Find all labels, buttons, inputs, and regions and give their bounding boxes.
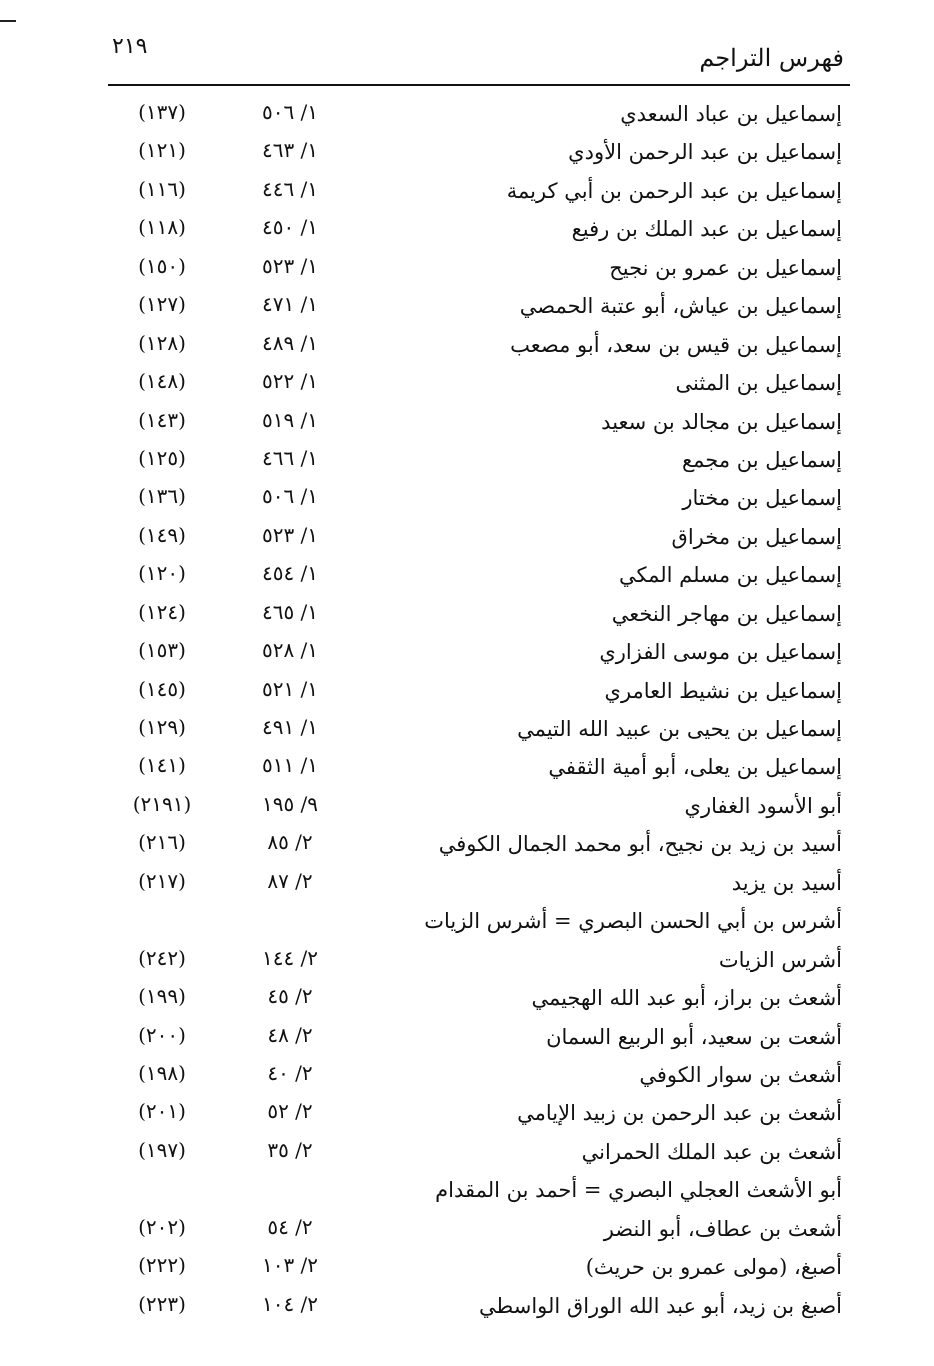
entry-volume-page: ١/ ٤٦٣ [261,138,319,163]
index-entry [0,1138,934,1176]
entry-volume-page: ١/ ٥٠٦ [261,100,319,124]
entry-volume-page: ١/ ٥٢٨ [261,638,319,663]
index-entry [0,1176,934,1214]
index-entry [0,753,934,791]
entry-number: (٢٢٣) [138,1291,186,1316]
entry-name: إسماعيل بن مجالد بن سعيد [601,409,842,434]
entry-number: (١٤٥) [138,676,186,701]
index-entry [0,638,934,676]
entry-name: إسماعيل بن عياش، أبو عتبة الحمصي [519,294,842,319]
index-entry [0,177,934,215]
entry-name: أبو الأشعث العجلي البصري = أحمد بن المقدام [435,1178,842,1203]
entry-volume-page: ١/ ٤٦٥ [261,599,319,624]
index-entry [0,484,934,522]
index-entry [0,408,934,446]
entry-number: (٢٠١) [138,1099,186,1124]
index-entry [0,138,934,176]
entry-volume-page: ١/ ٥٢٣ [261,522,319,547]
entry-volume-page: ٢/ ١٤٤ [261,945,319,970]
entry-volume-page: ١/ ٥٢٢ [261,369,319,394]
entry-number: (١٩٩) [138,984,186,1009]
entry-name: أسيد بن يزيد [731,870,842,895]
entry-volume-page: ٢/ ٤٠ [267,1060,313,1085]
entry-volume-page: ١/ ٤٩١ [261,715,319,739]
entry-number: (١٩٧) [138,1137,186,1162]
entry-name: إسماعيل بن عباد السعدي [620,102,842,126]
entry-volume-page: ٢/ ٨٧ [267,868,313,893]
entry-volume-page: ١/ ٥١١ [261,753,319,778]
entry-number: (١٣٧) [138,100,186,124]
entry-volume-page: ١/ ٤٨٩ [261,330,319,355]
entry-number: (١٩٨) [138,1060,186,1085]
entry-name: أشعت بن سعيد، أبو الربيع السمان [546,1024,842,1049]
entry-number: (١٢٧) [138,292,186,317]
index-entries [0,100,934,1330]
entry-volume-page: ٢/ ٣٥ [267,1137,313,1162]
index-entry [0,446,934,484]
entry-name: إسماعيل بن نشيط العامري [604,678,842,703]
entry-number: (١٥٣) [138,638,186,663]
index-entry [0,100,934,138]
entry-number: (٢٠٢) [138,1214,186,1239]
index-entry [0,792,934,830]
entry-volume-page: ١/ ٤٦٦ [261,445,319,470]
index-entry [0,715,934,753]
index-entry [0,677,934,715]
entry-name: أشرس الزيات [718,947,842,972]
index-entry [0,292,934,330]
page-title: فهرس التراجم [699,44,844,72]
index-entry [0,1061,934,1099]
entry-number: (١٢١) [138,138,186,163]
entry-number: (٢١٩١) [132,791,192,816]
entry-number: (١٤١) [138,753,186,778]
entry-volume-page: ١/ ٤٧١ [261,292,319,317]
index-entry [0,523,934,561]
entry-name: أشعث بن عبد الملك الحمراني [581,1139,842,1164]
entry-volume-page: ٩/ ١٩٥ [261,791,319,816]
entry-number: (١٢٨) [138,330,186,355]
entry-name: أشعث بن عبد الرحمن بن زبيد الإيامي [517,1101,842,1126]
index-entry [0,984,934,1022]
entry-volume-page: ١/ ٤٥٠ [261,215,319,240]
entry-volume-page: ٢/ ١٠٣ [261,1253,319,1278]
entry-number: (٢١٦) [138,830,186,855]
entry-name: أشعث بن براز، أبو عبد الله الهجيمي [531,986,842,1011]
index-entry [0,907,934,945]
index-entry [0,215,934,253]
entry-name: أشعث بن سوار الكوفي [639,1062,842,1087]
entry-name: أبو الأسود الغفاري [684,793,842,818]
entry-name: أصبغ بن زيد، أبو عبد الله الوراق الواسطي [479,1293,842,1318]
index-entry [0,254,934,292]
index-entry [0,946,934,984]
entry-volume-page: ٢/ ١٠٤ [261,1291,319,1316]
entry-name: إسماعيل بن مهاجر النخعي [611,601,842,626]
entry-name: إسماعيل بن يحيى بن عبيد الله التيمي [517,717,842,741]
index-entry [0,600,934,638]
entry-number: (٢٤٢) [138,945,186,970]
entry-number: (١٤٩) [138,522,186,547]
entry-number: (١٢٠) [138,561,186,586]
entry-number: (١٥٠) [138,253,186,278]
corner-mark [0,20,16,22]
index-entry [0,869,934,907]
index-entry [0,1215,934,1253]
entry-name: إسماعيل بن موسى الفزاري [599,640,842,665]
entry-number: (٢٠٠) [138,1022,186,1047]
entry-number: (١٤٣) [138,407,186,432]
entry-number: (١١٦) [138,176,186,201]
index-entry [0,561,934,599]
entry-number: (١٤٨) [138,369,186,394]
entry-number: (١٢٤) [138,599,186,624]
entry-volume-page: ٢/ ٨٥ [267,830,313,855]
entry-name: إسماعيل بن عبد الرحمن الأودي [568,140,842,165]
entry-number: (١١٨) [138,215,186,240]
entry-volume-page: ١/ ٤٤٦ [261,176,319,201]
entry-name: أشعث بن عطاف، أبو النضر [603,1216,842,1241]
index-entry [0,1023,934,1061]
entry-number: (١٢٥) [138,445,186,470]
entry-name: إسماعيل بن عمرو بن نجيح [609,255,842,280]
entry-name: إسماعيل بن مسلم المكي [619,563,842,588]
entry-name: أسيد بن زيد بن نجيح، أبو محمد الجمال الكوفي [438,832,842,857]
index-entry [0,1292,934,1330]
entry-name: إسماعيل بن عبد الملك بن رفيع [571,217,842,242]
entry-name: أصبغ، (مولى عمرو بن حريث) [585,1255,842,1280]
entry-volume-page: ١/ ٤٥٤ [261,561,319,586]
entry-volume-page: ١/ ٥١٩ [261,407,319,432]
entry-number: (١٣٦) [138,484,186,509]
entry-name: إسماعيل بن مختار [682,486,842,511]
entry-number: (٢١٧) [138,868,186,893]
entry-name: إسماعيل بن عبد الرحمن بن أبي كريمة [506,178,842,203]
entry-volume-page: ١/ ٥٢٣ [261,253,319,278]
entry-name: إسماعيل بن مجمع [681,447,842,472]
entry-name: إسماعيل بن قيس بن سعد، أبو مصعب [510,332,842,357]
entry-name: أشرس بن أبي الحسن البصري = أشرس الزيات [424,909,842,934]
index-entry [0,1253,934,1291]
entry-volume-page: ٢/ ٤٨ [267,1022,313,1047]
entry-name: إسماعيل بن المثنى [675,371,842,396]
entry-volume-page: ١/ ٥٠٦ [261,484,319,509]
entry-name: إسماعيل بن يعلى، أبو أمية الثقفي [548,755,842,780]
entry-volume-page: ٢/ ٥٤ [267,1214,313,1239]
entry-volume-page: ١/ ٥٢١ [261,676,319,701]
page-number: ٢١٩ [112,34,148,59]
index-entry [0,830,934,868]
entry-volume-page: ٢/ ٤٥ [267,984,313,1009]
entry-volume-page: ٢/ ٥٢ [267,1099,313,1124]
index-entry [0,1099,934,1137]
index-entry [0,369,934,407]
index-entry [0,331,934,369]
entry-number: (٢٢٢) [138,1253,186,1278]
entry-number: (١٢٩) [138,715,186,739]
entry-name: إسماعيل بن مخراق [671,524,842,549]
header-rule [108,84,850,86]
